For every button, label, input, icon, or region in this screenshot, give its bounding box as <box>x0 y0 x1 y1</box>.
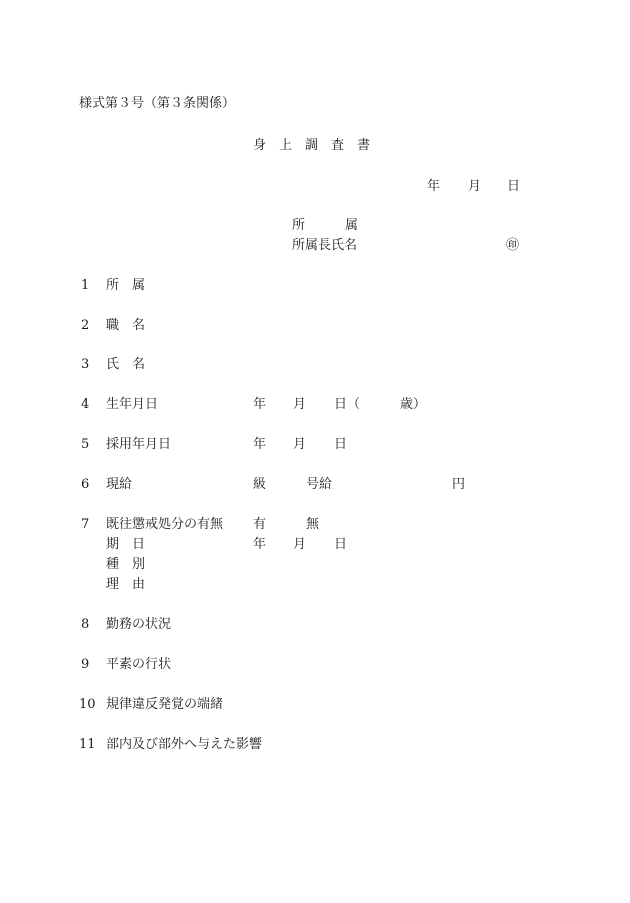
item-label: 生年月日 <box>106 397 159 412</box>
item-label: 勤務の状況 <box>106 617 172 632</box>
item-label: 部内及び部外へ与えた影響 <box>106 737 263 752</box>
date-year: 年 <box>427 179 441 194</box>
disciplinary-no: 無 <box>306 517 320 532</box>
affiliation-label-char: 所 <box>292 218 306 233</box>
item-label: 規律違反発覚の端緒 <box>106 697 224 712</box>
title-char: 身 <box>253 138 267 153</box>
disciplinary-year: 年 <box>253 537 267 552</box>
item-number: 11 <box>79 737 96 752</box>
birth-month: 月 <box>293 397 307 412</box>
item-label-char: 所 <box>106 278 120 293</box>
hire-month: 月 <box>293 437 307 452</box>
item-label: 既往懲戒処分の有無 <box>106 517 224 532</box>
item-label-char: 名 <box>132 318 146 333</box>
sub-label-char: 種 <box>106 557 120 572</box>
sub-label-char: 由 <box>132 577 146 592</box>
seal-mark: ㊞ <box>506 238 520 253</box>
date-day: 日 <box>507 179 521 194</box>
sub-label-char: 期 <box>106 537 120 552</box>
item-label: 平素の行状 <box>106 657 172 672</box>
title-char: 査 <box>331 138 345 153</box>
item-label-char: 職 <box>106 318 120 333</box>
item-number: 9 <box>81 657 90 672</box>
item-label-char: 属 <box>132 278 146 293</box>
birth-day: 日（ <box>334 397 361 412</box>
item-label-char: 名 <box>132 357 146 372</box>
disciplinary-yes: 有 <box>253 517 267 532</box>
title-char: 書 <box>357 138 371 153</box>
sub-label-char: 別 <box>132 557 146 572</box>
sub-label-char: 日 <box>132 537 146 552</box>
disciplinary-month: 月 <box>293 537 307 552</box>
item-number: 2 <box>81 318 90 333</box>
item-number: 3 <box>81 357 90 372</box>
item-number: 5 <box>81 437 90 452</box>
head-name-label: 所属長氏名 <box>292 238 358 253</box>
disciplinary-day: 日 <box>334 537 348 552</box>
hire-day: 日 <box>334 437 348 452</box>
item-number: 1 <box>81 278 90 293</box>
form-label: 様式第３号（第３条関係） <box>79 96 236 111</box>
hire-year: 年 <box>253 437 267 452</box>
item-number: 7 <box>81 517 90 532</box>
item-number: 4 <box>81 397 90 412</box>
date-month: 月 <box>468 179 482 194</box>
salary-step: 号給 <box>306 477 333 492</box>
salary-grade: 級 <box>253 477 267 492</box>
item-label: 現給 <box>106 477 133 492</box>
age: 歳） <box>400 397 427 412</box>
item-number: 6 <box>81 477 90 492</box>
item-number: 8 <box>81 617 90 632</box>
title-char: 調 <box>305 138 319 153</box>
sub-label-char: 理 <box>106 577 120 592</box>
item-number: 10 <box>79 697 96 712</box>
birth-year: 年 <box>253 397 267 412</box>
title-char: 上 <box>279 138 293 153</box>
item-label: 採用年月日 <box>106 437 172 452</box>
item-label-char: 氏 <box>106 357 120 372</box>
salary-yen: 円 <box>452 477 466 492</box>
affiliation-label-char: 属 <box>345 218 359 233</box>
